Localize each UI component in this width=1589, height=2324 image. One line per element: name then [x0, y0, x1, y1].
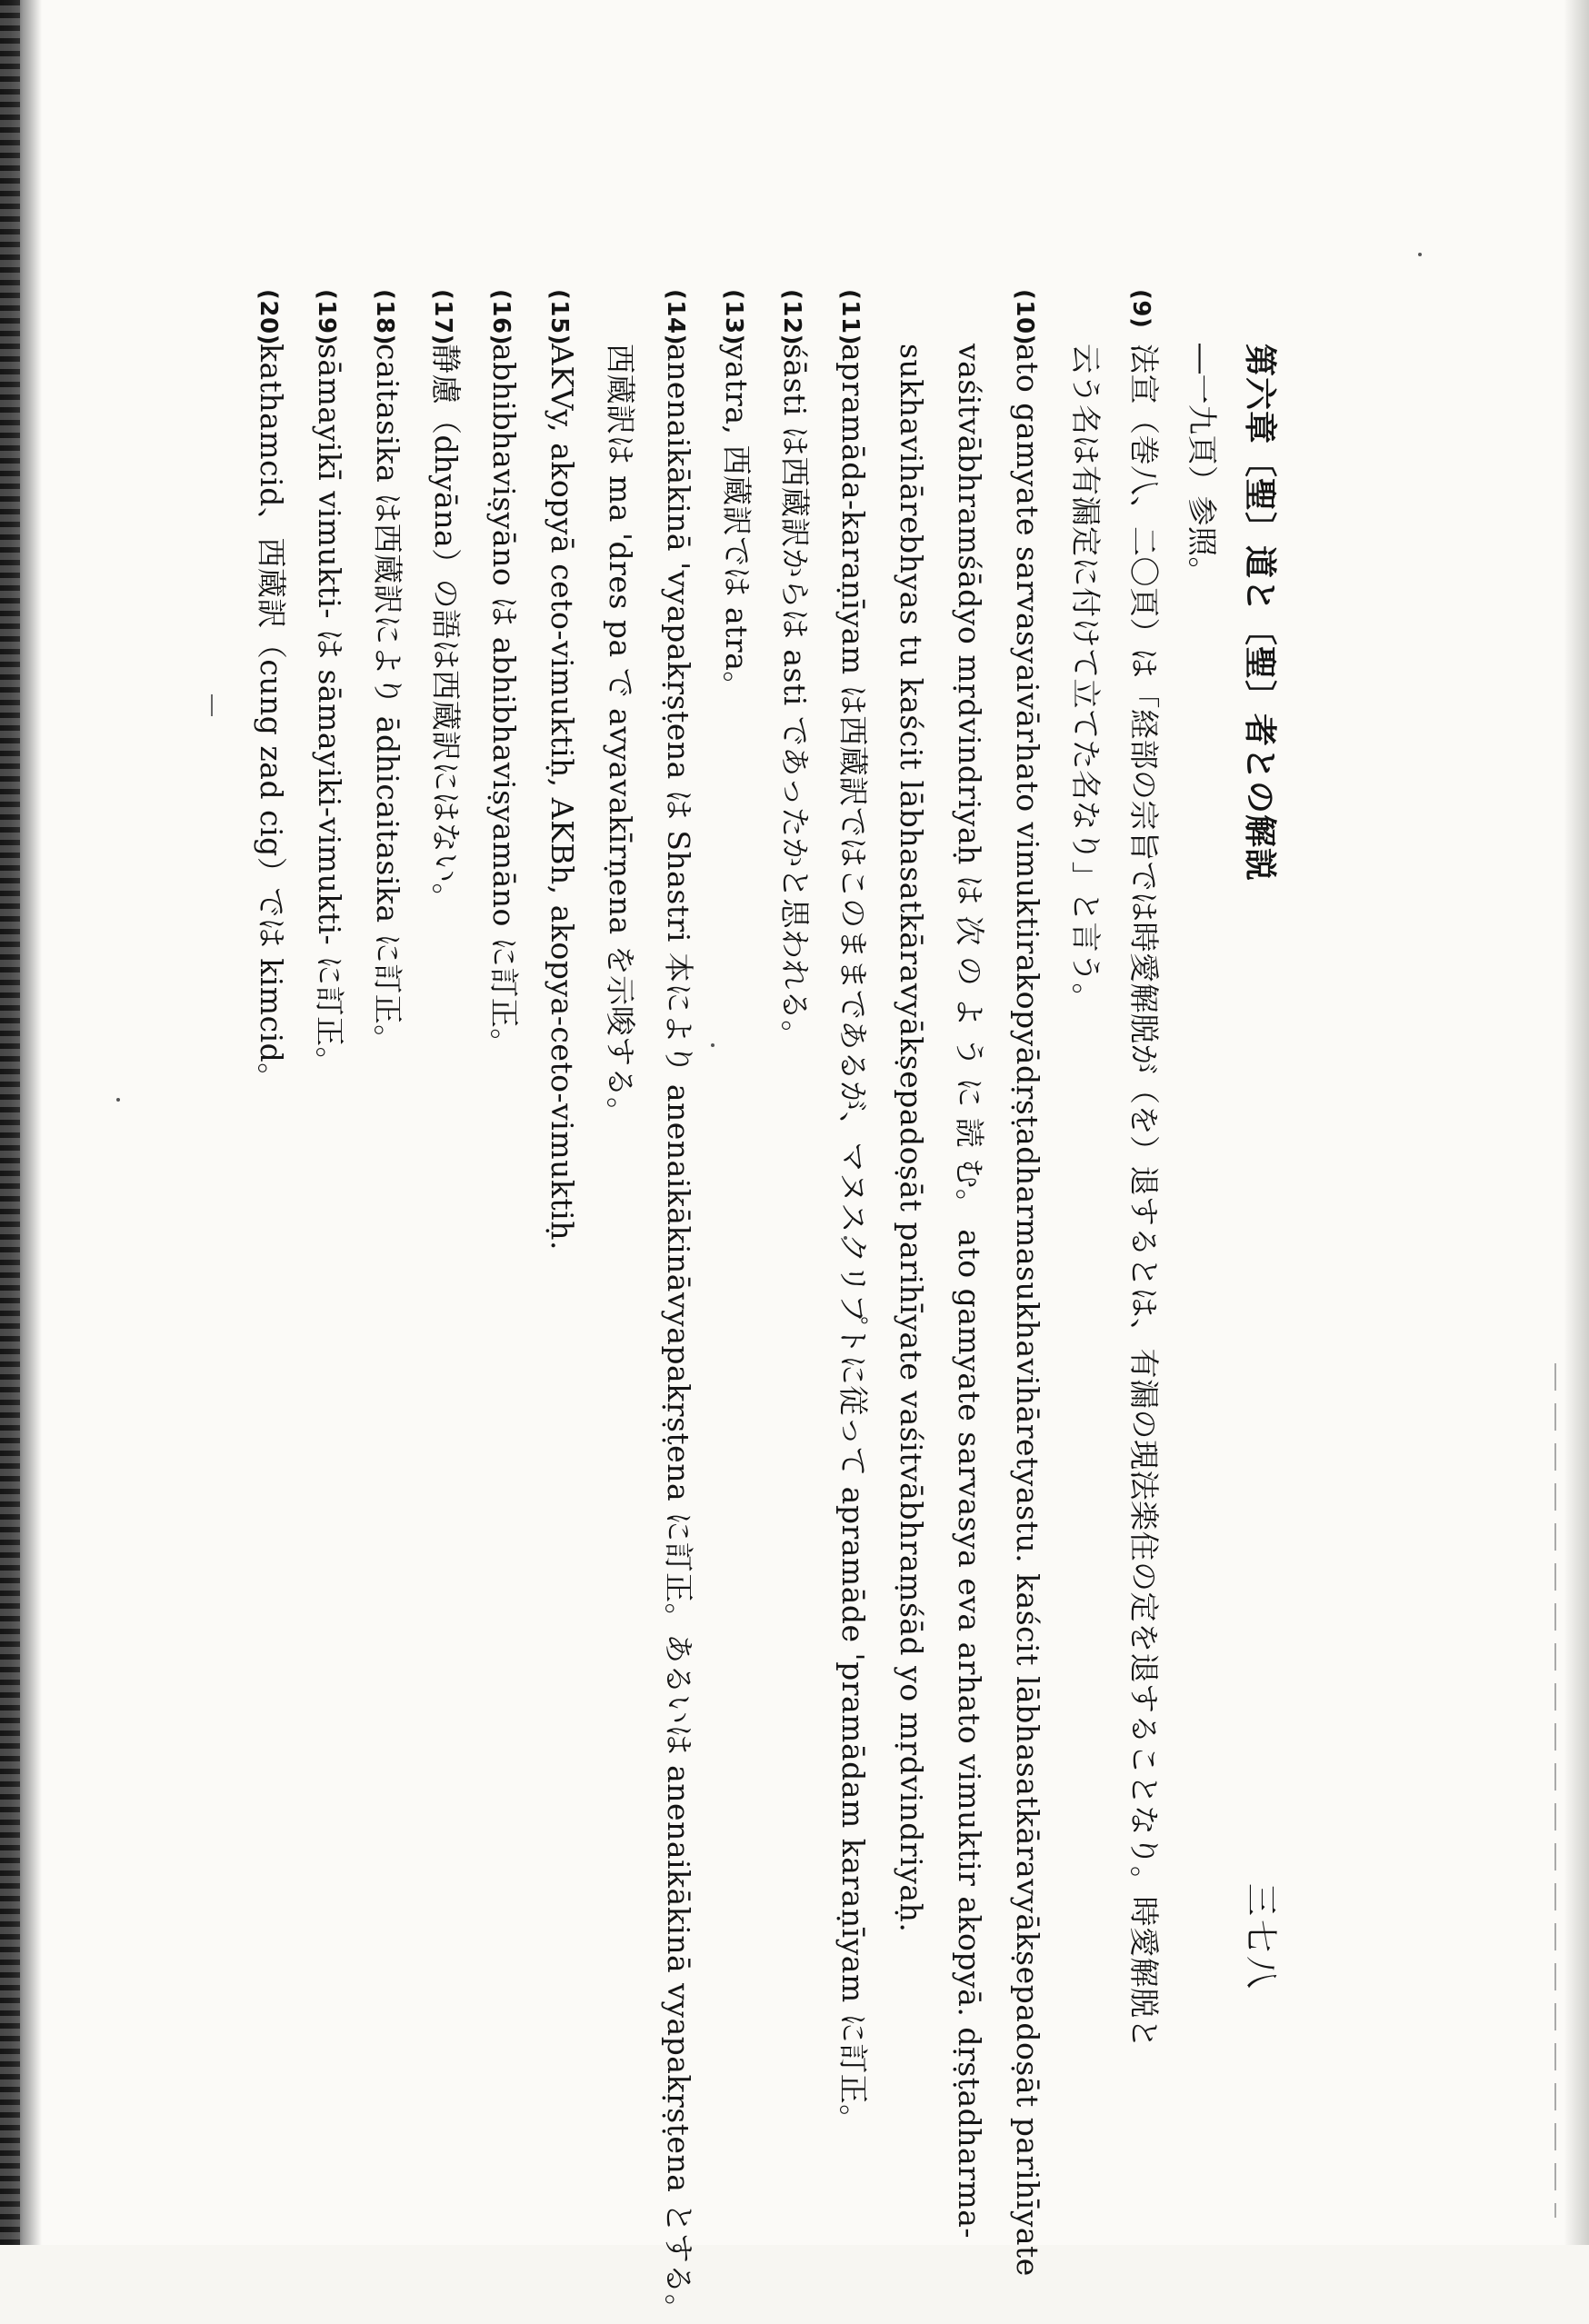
note-10	[1004, 289, 1051, 2277]
note-17	[422, 289, 469, 913]
line-text: 云う名は有漏定に付けて立てた名なり」と言う。	[1068, 344, 1104, 1013]
note-number: (17)	[429, 289, 456, 345]
text-line	[945, 289, 993, 2239]
note-number: (11)	[836, 289, 864, 345]
note-19	[305, 289, 353, 1077]
line-text: ―一九頁）参照。	[1184, 344, 1220, 587]
margin-mark	[211, 694, 213, 716]
line-text: anenaikākinā 'vyapakṛṣṭena は Shastri 本により anenaikākināvyapakṛṣṭena に訂正。あるいは anenaikākinā vyapakṛṣṭena とする。	[661, 344, 696, 2324]
line-text: ato gamyate sarvasyaivārhato vimuktirakopyādṛṣṭadharmasukhavihāretyastu. kaścit lābhasatkāravyākṣepadoṣāt parihīyate	[1010, 344, 1045, 2277]
body-text-block	[254, 289, 1284, 2324]
note-number: (20)	[255, 289, 282, 345]
line-text: sāmayikī vimukti- は sāmayiki-vimukti- に訂正。	[312, 344, 347, 1078]
page-number: 三七八	[1242, 1883, 1279, 1993]
line-text: caitasika は西蔵訳により ādhicaitasika に訂正。	[370, 344, 405, 1055]
scan-speck	[1418, 253, 1422, 256]
note-number: (14)	[662, 289, 689, 345]
note-number: (15)	[545, 289, 573, 345]
chapter-heading	[1236, 289, 1284, 882]
line-text: 静慮（dhyāna）の語は西蔵訳にはない。	[428, 344, 464, 914]
line-text: 第六章〔聖〕道と〔聖〕者との解説	[1241, 344, 1279, 883]
line-text: yatra, 西蔵訳では atra。	[719, 344, 755, 702]
note-14	[655, 289, 702, 2324]
page-edge-shadow	[1564, 0, 1589, 2245]
note-number: (12)	[778, 289, 805, 345]
note-18	[364, 289, 411, 1055]
binding-edge	[0, 0, 20, 2245]
note-number: (16)	[487, 289, 515, 345]
note-number: (9)	[1127, 289, 1154, 329]
line-text: śāsti は西蔵訳からは asti であったかと思われる。	[777, 344, 813, 1051]
page-edge-line	[1554, 1363, 1556, 2218]
note-11	[829, 289, 876, 2135]
note-13	[713, 289, 760, 702]
note-number: (18)	[371, 289, 398, 345]
note-15	[538, 289, 585, 1251]
note-16	[480, 289, 527, 1059]
line-text: vaśitvābhramśādyo mṛdvindriyaḥ は 次 の よ う に 読 む。 ato gamyate sarvasya eva arhato vimuktir akopyā. dṛṣṭadharma-	[952, 344, 987, 2239]
text-line	[887, 289, 934, 1932]
note-12	[771, 289, 818, 1051]
text-line	[596, 289, 644, 1128]
text-line	[1062, 289, 1109, 1013]
note-number: (13)	[720, 289, 747, 345]
note-number: (10)	[1011, 289, 1038, 345]
line-text: apramāda-karaṇīyam は西蔵訳ではこのままであるが、マヌスクリプトに従って apramāde 'pramādam karaṇīyam に訂正。	[835, 344, 871, 2135]
line-text: abhibhaviṣyāno は abhibhaviṣyamāno に訂正。	[486, 344, 522, 1059]
line-text: sukhavihārebhyas tu kaścit lābhasatkāravyākṣepadoṣāt parihīyate vaśitvābhraṃśād yo mṛdvindriyaḥ.	[894, 344, 929, 1933]
note-9	[1120, 289, 1167, 2049]
line-text: 西蔵訳は ma 'dres pa で avyavakīrṇena を示唆する。	[603, 344, 638, 1128]
line-text: kathamcid、西蔵訳（cung zad cig）では kimcid。	[254, 344, 289, 1093]
line-text: AKVy, akopyā ceto-vimuktiḥ, AKBh, akopya-ceto-vimuktiḥ.	[545, 344, 580, 1251]
line-text: 法宣（巻八、二〇頁）は「経部の宗旨では時愛解脱が（を）退するとは、有漏の現法楽住の定を退することなり。時愛解脱と	[1126, 344, 1162, 2049]
text-line	[1178, 289, 1225, 587]
note-number: (19)	[313, 289, 340, 345]
scan-speck	[116, 1098, 120, 1102]
note-20	[247, 289, 295, 1093]
